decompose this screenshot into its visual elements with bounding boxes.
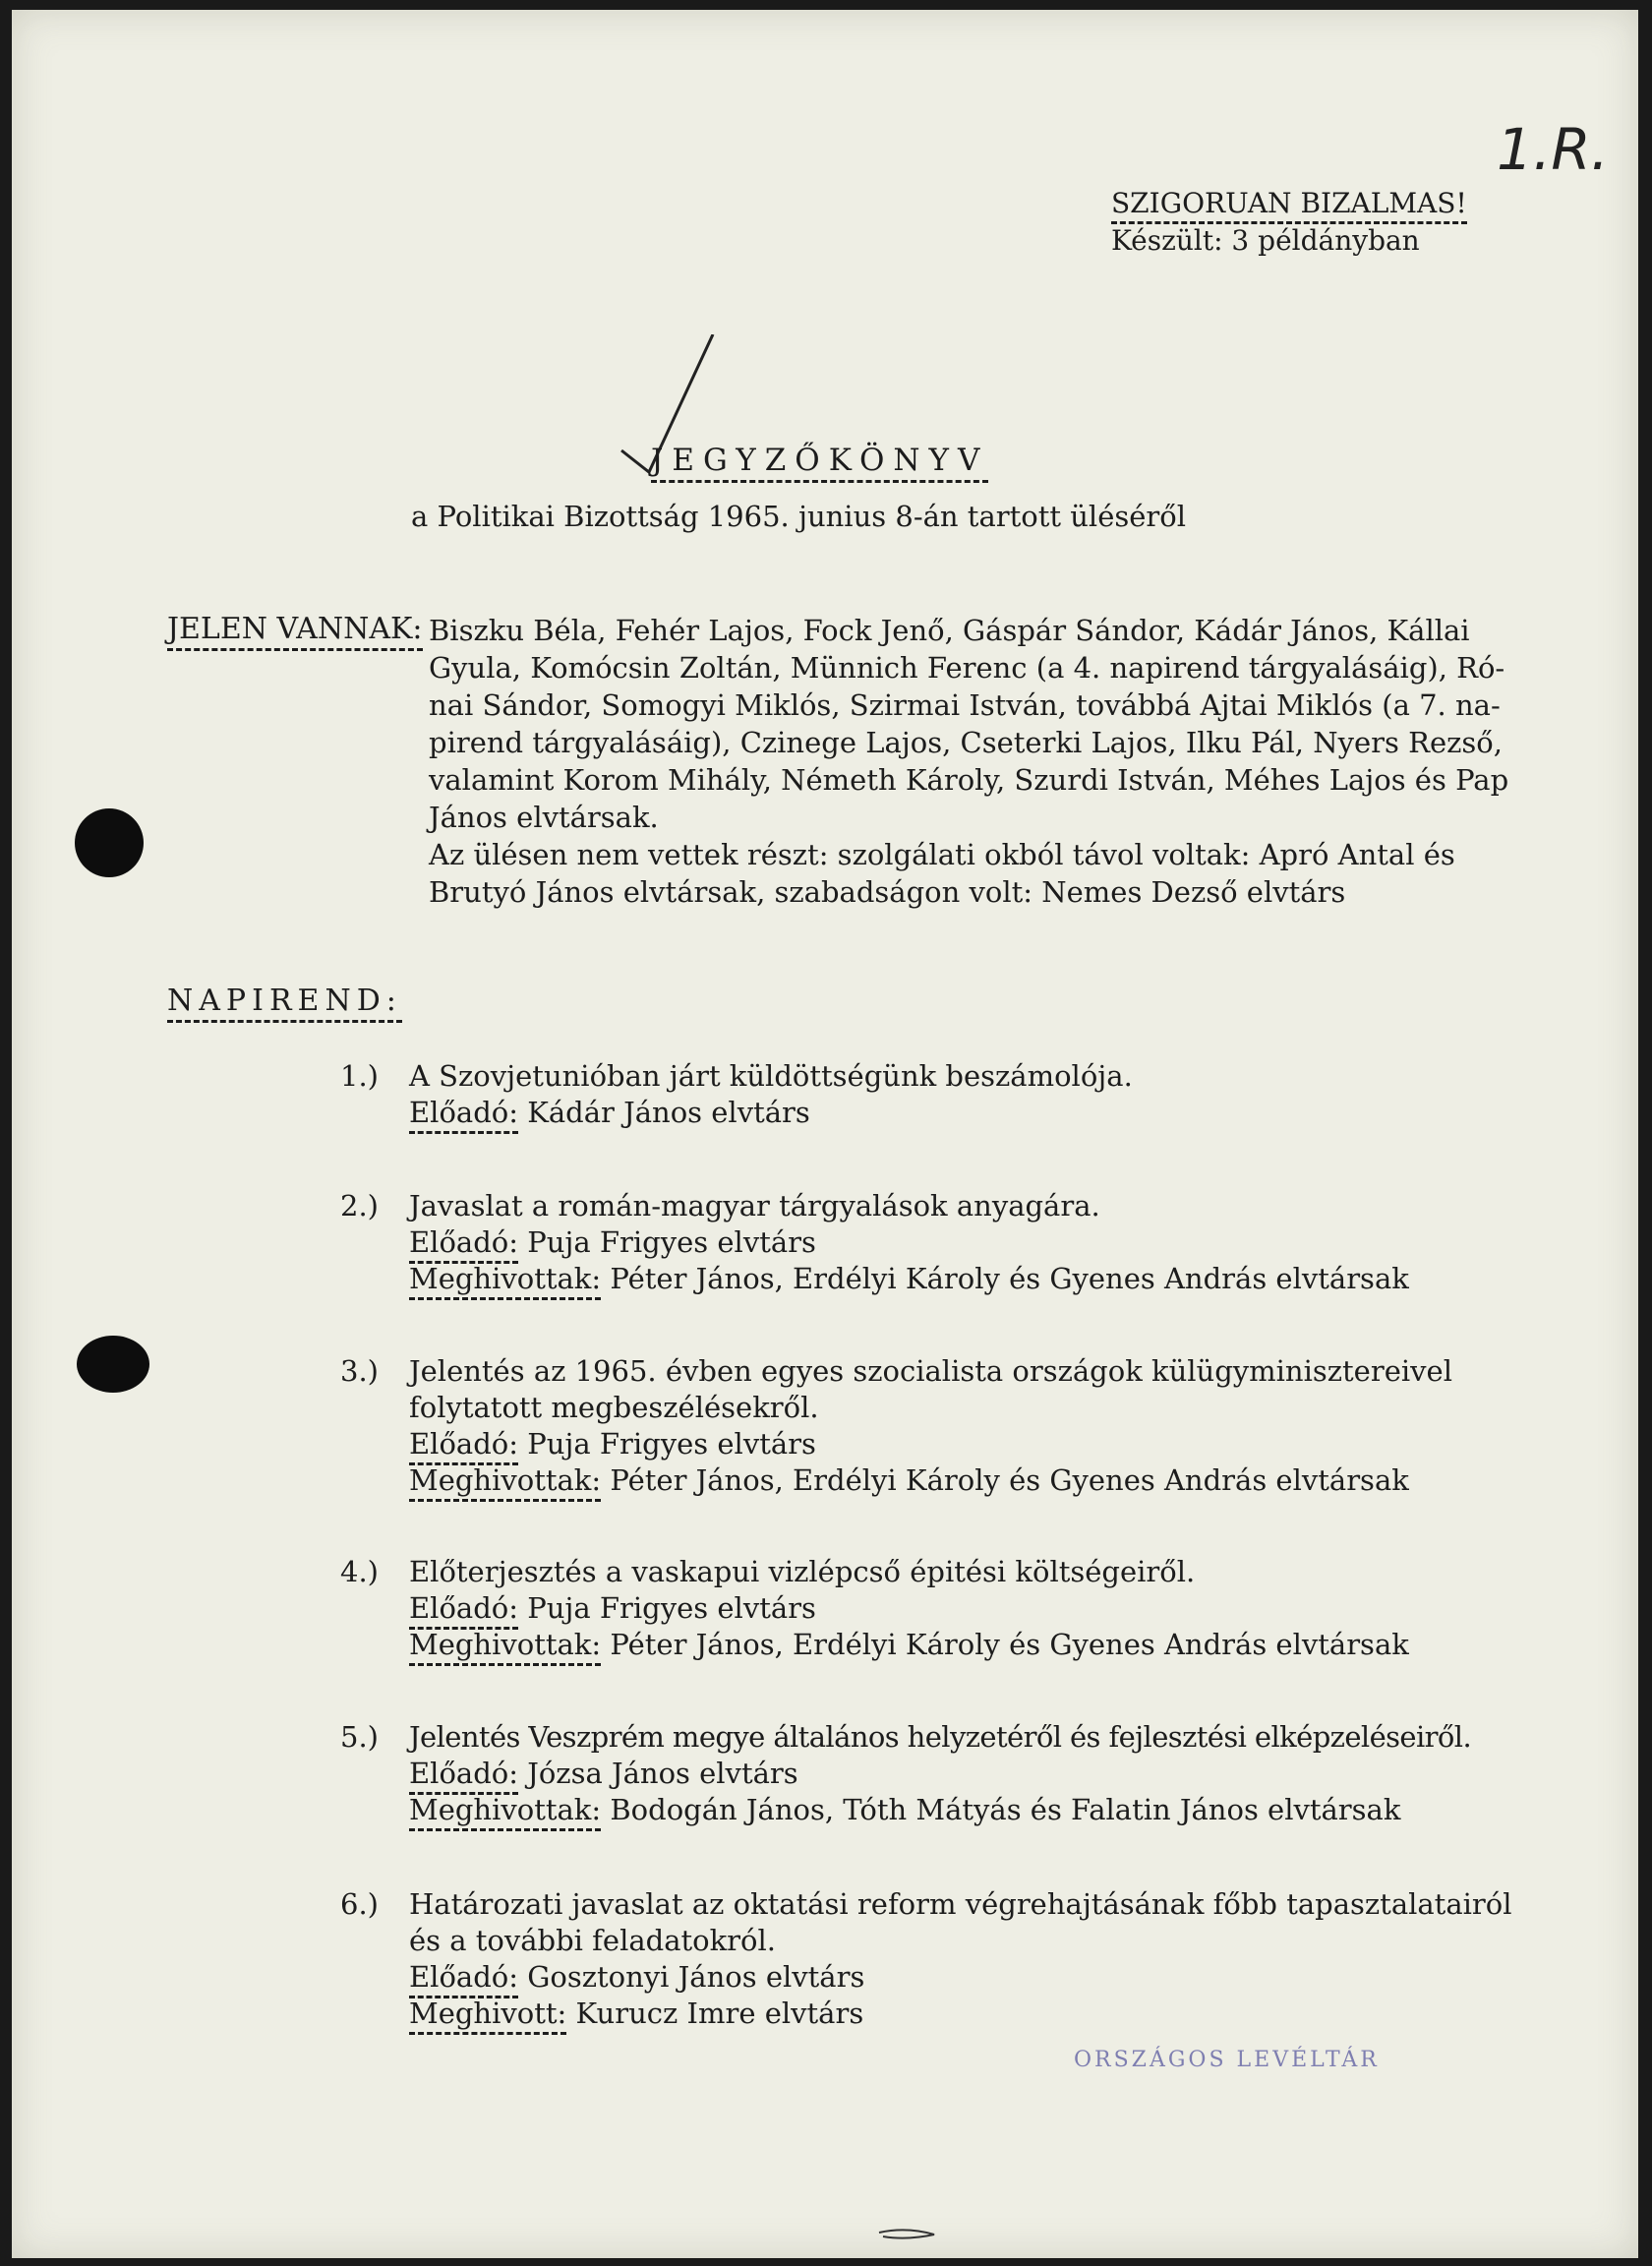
invited-label: Meghivottak:	[409, 1262, 601, 1300]
presenter-label: Előadó:	[409, 1427, 518, 1465]
agenda-item-number: 6.)	[340, 1887, 379, 1921]
agenda-item-title: Javaslat a román-magyar tárgyalások anyagára.	[409, 1189, 1100, 1222]
attendance-label: JELEN VANNAK:	[167, 612, 423, 646]
attendance-line: János elvtársak.	[429, 801, 659, 834]
absence-line: Brutyó János elvtársak, szabadságon volt: Nemes Dezső elvtárs	[429, 875, 1346, 909]
attendance-line: pirend tárgyalásáig), Czinege Lajos, Cseterki Lajos, Ilku Pál, Nyers Rezső,	[429, 726, 1503, 759]
document-title: JEGYZŐKÖNYV	[651, 443, 988, 478]
agenda-item-presenter: Előadó: Puja Frigyes elvtárs	[409, 1426, 816, 1462]
agenda-item-presenter: Előadó: Puja Frigyes elvtárs	[409, 1590, 816, 1627]
attendance-line: Biszku Béla, Fehér Lajos, Fock Jenő, Gáspár Sándor, Kádár János, Kállai	[429, 614, 1470, 647]
invited-label: Meghivottak:	[409, 1463, 601, 1502]
agenda-item-title: folytatott megbeszélésekről.	[409, 1391, 819, 1424]
agenda-item-number: 2.)	[340, 1189, 379, 1222]
presenter-label: Előadó:	[409, 1096, 518, 1134]
presenter-label: Előadó:	[409, 1757, 518, 1795]
agenda-item-invited: Meghivottak: Péter János, Erdélyi Károly és Gyenes András elvtársak	[409, 1627, 1409, 1663]
agenda-item-presenter: Előadó: Kádár János elvtárs	[409, 1095, 810, 1131]
invited-label: Meghivottak:	[409, 1628, 601, 1666]
attendance-list	[429, 612, 1508, 911]
agenda-item-invited: Meghivott: Kurucz Imre elvtárs	[409, 1996, 863, 2032]
presenter-label: Előadó:	[409, 1225, 518, 1264]
agenda-item-title: Jelentés Veszprém megye általános helyzetéről és fejlesztési elképzeléseiről.	[409, 1720, 1472, 1754]
attendance-line: Gyula, Komócsin Zoltán, Münnich Ferenc (a 4. napirend tárgyalásáig), Ró-	[429, 651, 1505, 685]
invited-label: Meghivott:	[409, 1997, 566, 2035]
presenter-label: Előadó:	[409, 1591, 518, 1630]
punch-hole-icon	[75, 808, 144, 877]
punch-hole-icon	[77, 1336, 149, 1393]
document-subtitle: a Politikai Bizottság 1965. junius 8-án tartott üléséről	[411, 500, 1186, 533]
agenda-item-presenter: Előadó: Józsa János elvtárs	[409, 1756, 798, 1792]
classification-text: SZIGORUAN BIZALMAS!	[1111, 187, 1467, 224]
agenda-item-invited: Meghivottak: Péter János, Erdélyi Károly és Gyenes András elvtársak	[409, 1462, 1409, 1499]
classification-label	[1111, 187, 1467, 219]
absence-line: Az ülésen nem vettek részt: szolgálati okból távol voltak: Apró Antal és	[429, 838, 1455, 871]
scribble-mark-icon	[877, 2225, 936, 2242]
agenda-item-number: 5.)	[340, 1720, 379, 1754]
agenda-label: NAPIREND:	[167, 984, 402, 1018]
attendance-line: valamint Korom Mihály, Németh Károly, Szurdi István, Méhes Lajos és Pap	[429, 763, 1509, 797]
copies-note: Készült: 3 példányban	[1111, 224, 1420, 257]
agenda-item-title: A Szovjetunióban járt küldöttségünk beszámolója.	[409, 1059, 1133, 1093]
agenda-item-title: és a további feladatokról.	[409, 1924, 776, 1957]
agenda-item-title: Jelentés az 1965. évben egyes szocialista országok külügyminisztereivel	[409, 1354, 1452, 1388]
agenda-item-invited: Meghivottak: Bodogán János, Tóth Mátyás és Falatin János elvtársak	[409, 1792, 1400, 1828]
agenda-item-title: Előterjesztés a vaskapui vizlépcső épitési költségeiről.	[409, 1555, 1196, 1588]
agenda-item-presenter: Előadó: Gosztonyi János elvtárs	[409, 1959, 864, 1996]
agenda-item-number: 4.)	[340, 1555, 379, 1588]
agenda-item-presenter: Előadó: Puja Frigyes elvtárs	[409, 1224, 816, 1261]
agenda-item-invited: Meghivottak: Péter János, Erdélyi Károly és Gyenes András elvtársak	[409, 1261, 1409, 1297]
invited-label: Meghivottak:	[409, 1793, 601, 1831]
agenda-item-title: Határozati javaslat az oktatási reform végrehajtásának főbb tapasztalatairól	[409, 1887, 1512, 1921]
handwritten-mark: 1.R.	[1497, 116, 1610, 183]
archive-stamp: ORSZÁGOS LEVÉLTÁR	[1074, 2048, 1380, 2072]
presenter-label: Előadó:	[409, 1960, 518, 1998]
agenda-item-number: 1.)	[340, 1059, 379, 1093]
attendance-line: nai Sándor, Somogyi Miklós, Szirmai István, továbbá Ajtai Miklós (a 7. na-	[429, 688, 1501, 722]
agenda-item-number: 3.)	[340, 1354, 379, 1388]
document-page	[12, 10, 1638, 2258]
